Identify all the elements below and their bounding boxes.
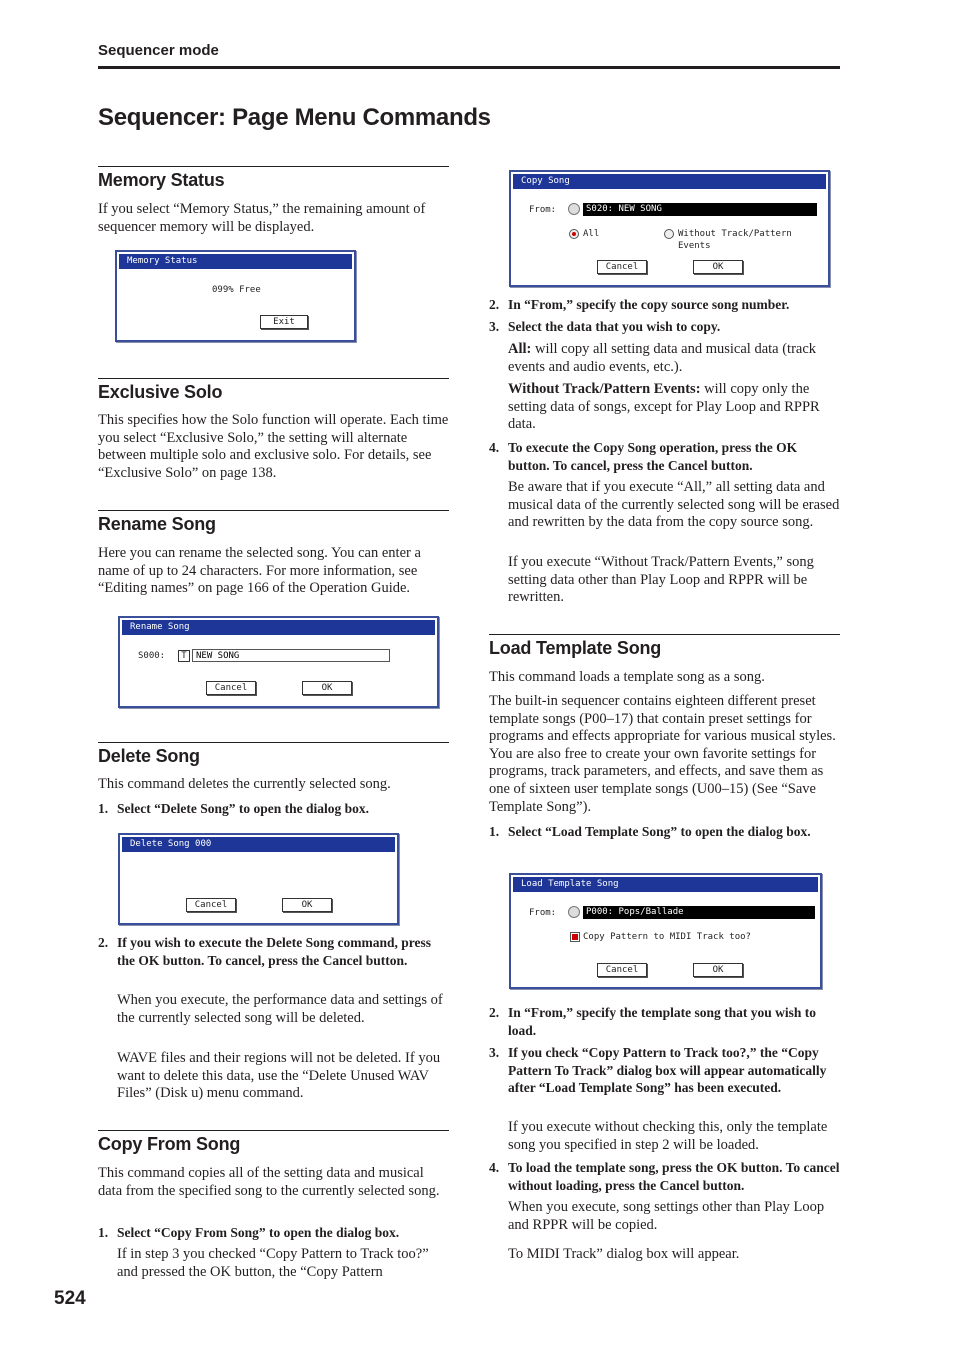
step-item: 1. Select “Load Template Song” to open the dialog box. [489, 824, 811, 839]
select-arrow-icon[interactable] [568, 906, 580, 918]
all-option-label: All: [508, 341, 532, 357]
step-item: 2. In “From,” specify the template song that you wish to load. [489, 1005, 816, 1038]
all-radio[interactable] [569, 229, 579, 239]
without-option-desc: will copy only the setting data of songs, except for Play Loop and RPPR data. [508, 381, 820, 433]
step-item: 3. Select the data that you wish to copy. [489, 319, 721, 334]
rename-song-text: Here you can rename the selected song. You can enter a name of up to 24 characters. For more information, see “Editing names” on page 166 of the Operation Guide. [98, 545, 421, 597]
from-label: From: [529, 205, 557, 215]
dialog-title: Copy Song [513, 174, 826, 189]
without-events-label: Without Track/Pattern Events [678, 229, 792, 251]
cancel-button[interactable]: Cancel [597, 260, 647, 274]
copy-from-song-text: This command copies all of the setting data and musical data from the specified song to the currently selected song. [98, 1165, 440, 1199]
note-text: If in step 3 you checked “Copy Pattern to Track too?” and pressed the OK button, the “Copy Pattern [117, 1246, 429, 1280]
section-heading: Copy From Song [98, 1134, 241, 1154]
dialog-title: Load Template Song [513, 877, 818, 892]
section-heading: Rename Song [98, 514, 216, 534]
delete-song-section [98, 742, 449, 767]
ok-button[interactable]: OK [693, 963, 743, 977]
rename-song-section [98, 510, 449, 535]
dialog-title: Memory Status [119, 254, 352, 269]
load-template-section [489, 634, 840, 659]
dialog-title: Delete Song 000 [122, 837, 395, 852]
note-text: When you execute, the performance data and settings of the currently selected song will be deleted. [117, 992, 443, 1026]
load-template-text: This command loads a template song as a song. [489, 669, 765, 685]
header-rule [98, 66, 840, 69]
ok-button[interactable]: OK [282, 898, 332, 912]
without-option-label: Without Track/Pattern Events: [508, 381, 701, 397]
step-item: 3. If you check “Copy Pattern to Track too?,” the “Copy Pattern To Track” dialog box will appear automatically after “Load Template Song” has been executed. [489, 1045, 827, 1096]
cancel-button[interactable]: Cancel [186, 898, 236, 912]
all-radio-label: All [583, 229, 600, 239]
section-heading: Delete Song [98, 746, 200, 766]
rename-song-dialog [118, 616, 439, 708]
running-header: Sequencer mode [98, 42, 219, 59]
ok-button[interactable]: OK [693, 260, 743, 274]
step-item: 1. Select “Delete Song” to open the dialog box. [98, 801, 369, 816]
select-arrow-icon[interactable] [568, 203, 580, 215]
step-item: 1. Select “Copy From Song” to open the dialog box. [98, 1225, 400, 1240]
load-template-text: The built-in sequencer contains eighteen different preset template songs (P00–17) that contain preset settings for programs and effects appropriate for various musical styles. You are also free to create your own favorite settings for programs, track parameters, and effects, and save them as one of sixteen user template songs (U00–15) (See “Save Template Song”). [489, 693, 836, 815]
memory-status-text: If you select “Memory Status,” the remaining amount of sequencer memory will be displayed. [98, 201, 426, 235]
note-text: To MIDI Track” dialog box will appear. [508, 1246, 740, 1262]
delete-song-dialog [118, 833, 399, 925]
section-heading: Memory Status [98, 170, 225, 190]
song-name-field[interactable]: NEW SONG [192, 649, 390, 662]
from-song-field[interactable]: S020: NEW SONG [583, 203, 817, 216]
memory-free-value: 099% Free [212, 285, 261, 295]
all-option-text [508, 341, 838, 376]
exclusive-solo-text: This specifies how the Solo function will operate. Each time you select “Exclusive Solo,” the setting will alternate between multiple solo and exclusive solo. For details, see “Exclusive Solo” on page 138. [98, 412, 449, 481]
note-text: WAVE files and their regions will not be deleted. If you want to delete this data, use the “Delete Unused WAV Files” (Disk u) menu command. [117, 1050, 441, 1102]
note-text: When you execute, song settings other than Play Loop and RPPR will be copied. [508, 1199, 825, 1233]
copy-pattern-label: Copy Pattern to MIDI Track too? [583, 932, 751, 942]
ok-button[interactable]: OK [302, 681, 352, 695]
load-template-dialog [509, 873, 822, 989]
without-option-text [508, 381, 838, 434]
without-events-radio[interactable] [664, 229, 674, 239]
step-item: 2. If you wish to execute the Delete Song command, press the OK button. To cancel, press the Cancel button. [98, 935, 431, 968]
cancel-button[interactable]: Cancel [597, 963, 647, 977]
copy-pattern-checkbox[interactable] [570, 932, 580, 942]
page-number: 524 [54, 1288, 86, 1309]
page-title: Sequencer: Page Menu Commands [98, 104, 491, 131]
delete-song-text: This command deletes the currently selected song. [98, 776, 391, 792]
section-heading: Load Template Song [489, 638, 662, 658]
note-text: If you execute without checking this, only the template song you specified in step 2 will be loaded. [508, 1119, 828, 1153]
step-item: 4. To execute the Copy Song operation, press the OK button. To cancel, press the Cancel button. [489, 440, 798, 473]
all-option-desc: will copy all setting data and musical data (track events and audio events, etc.). [508, 341, 817, 375]
from-label: From: [529, 908, 557, 918]
memory-status-section [98, 166, 449, 191]
memory-status-dialog [115, 250, 356, 342]
note-text: If you execute “Without Track/Pattern Events,” song setting data other than Play Loop and RPPR will be rewritten. [508, 554, 814, 606]
cancel-button[interactable]: Cancel [206, 681, 256, 695]
text-edit-icon[interactable]: T [178, 650, 190, 662]
exclusive-solo-section [98, 378, 449, 403]
dialog-title: Rename Song [122, 620, 435, 635]
template-song-field[interactable]: P000: Pops/Ballade [583, 906, 815, 919]
note-text: Be aware that if you execute “All,” all setting data and musical data of the currently selected song will be erased and rewritten by the data from the copy source song. [508, 479, 840, 531]
step-item: 4. To load the template song, press the OK button. To cancel without loading, press the Cancel button. [489, 1160, 840, 1193]
song-number-label: S000: [138, 651, 166, 661]
step-item: 2. In “From,” specify the copy source song number. [489, 297, 790, 312]
copy-from-song-section [98, 1130, 449, 1155]
copy-song-dialog [509, 170, 830, 287]
section-heading: Exclusive Solo [98, 382, 223, 402]
exit-button[interactable]: Exit [260, 315, 308, 329]
